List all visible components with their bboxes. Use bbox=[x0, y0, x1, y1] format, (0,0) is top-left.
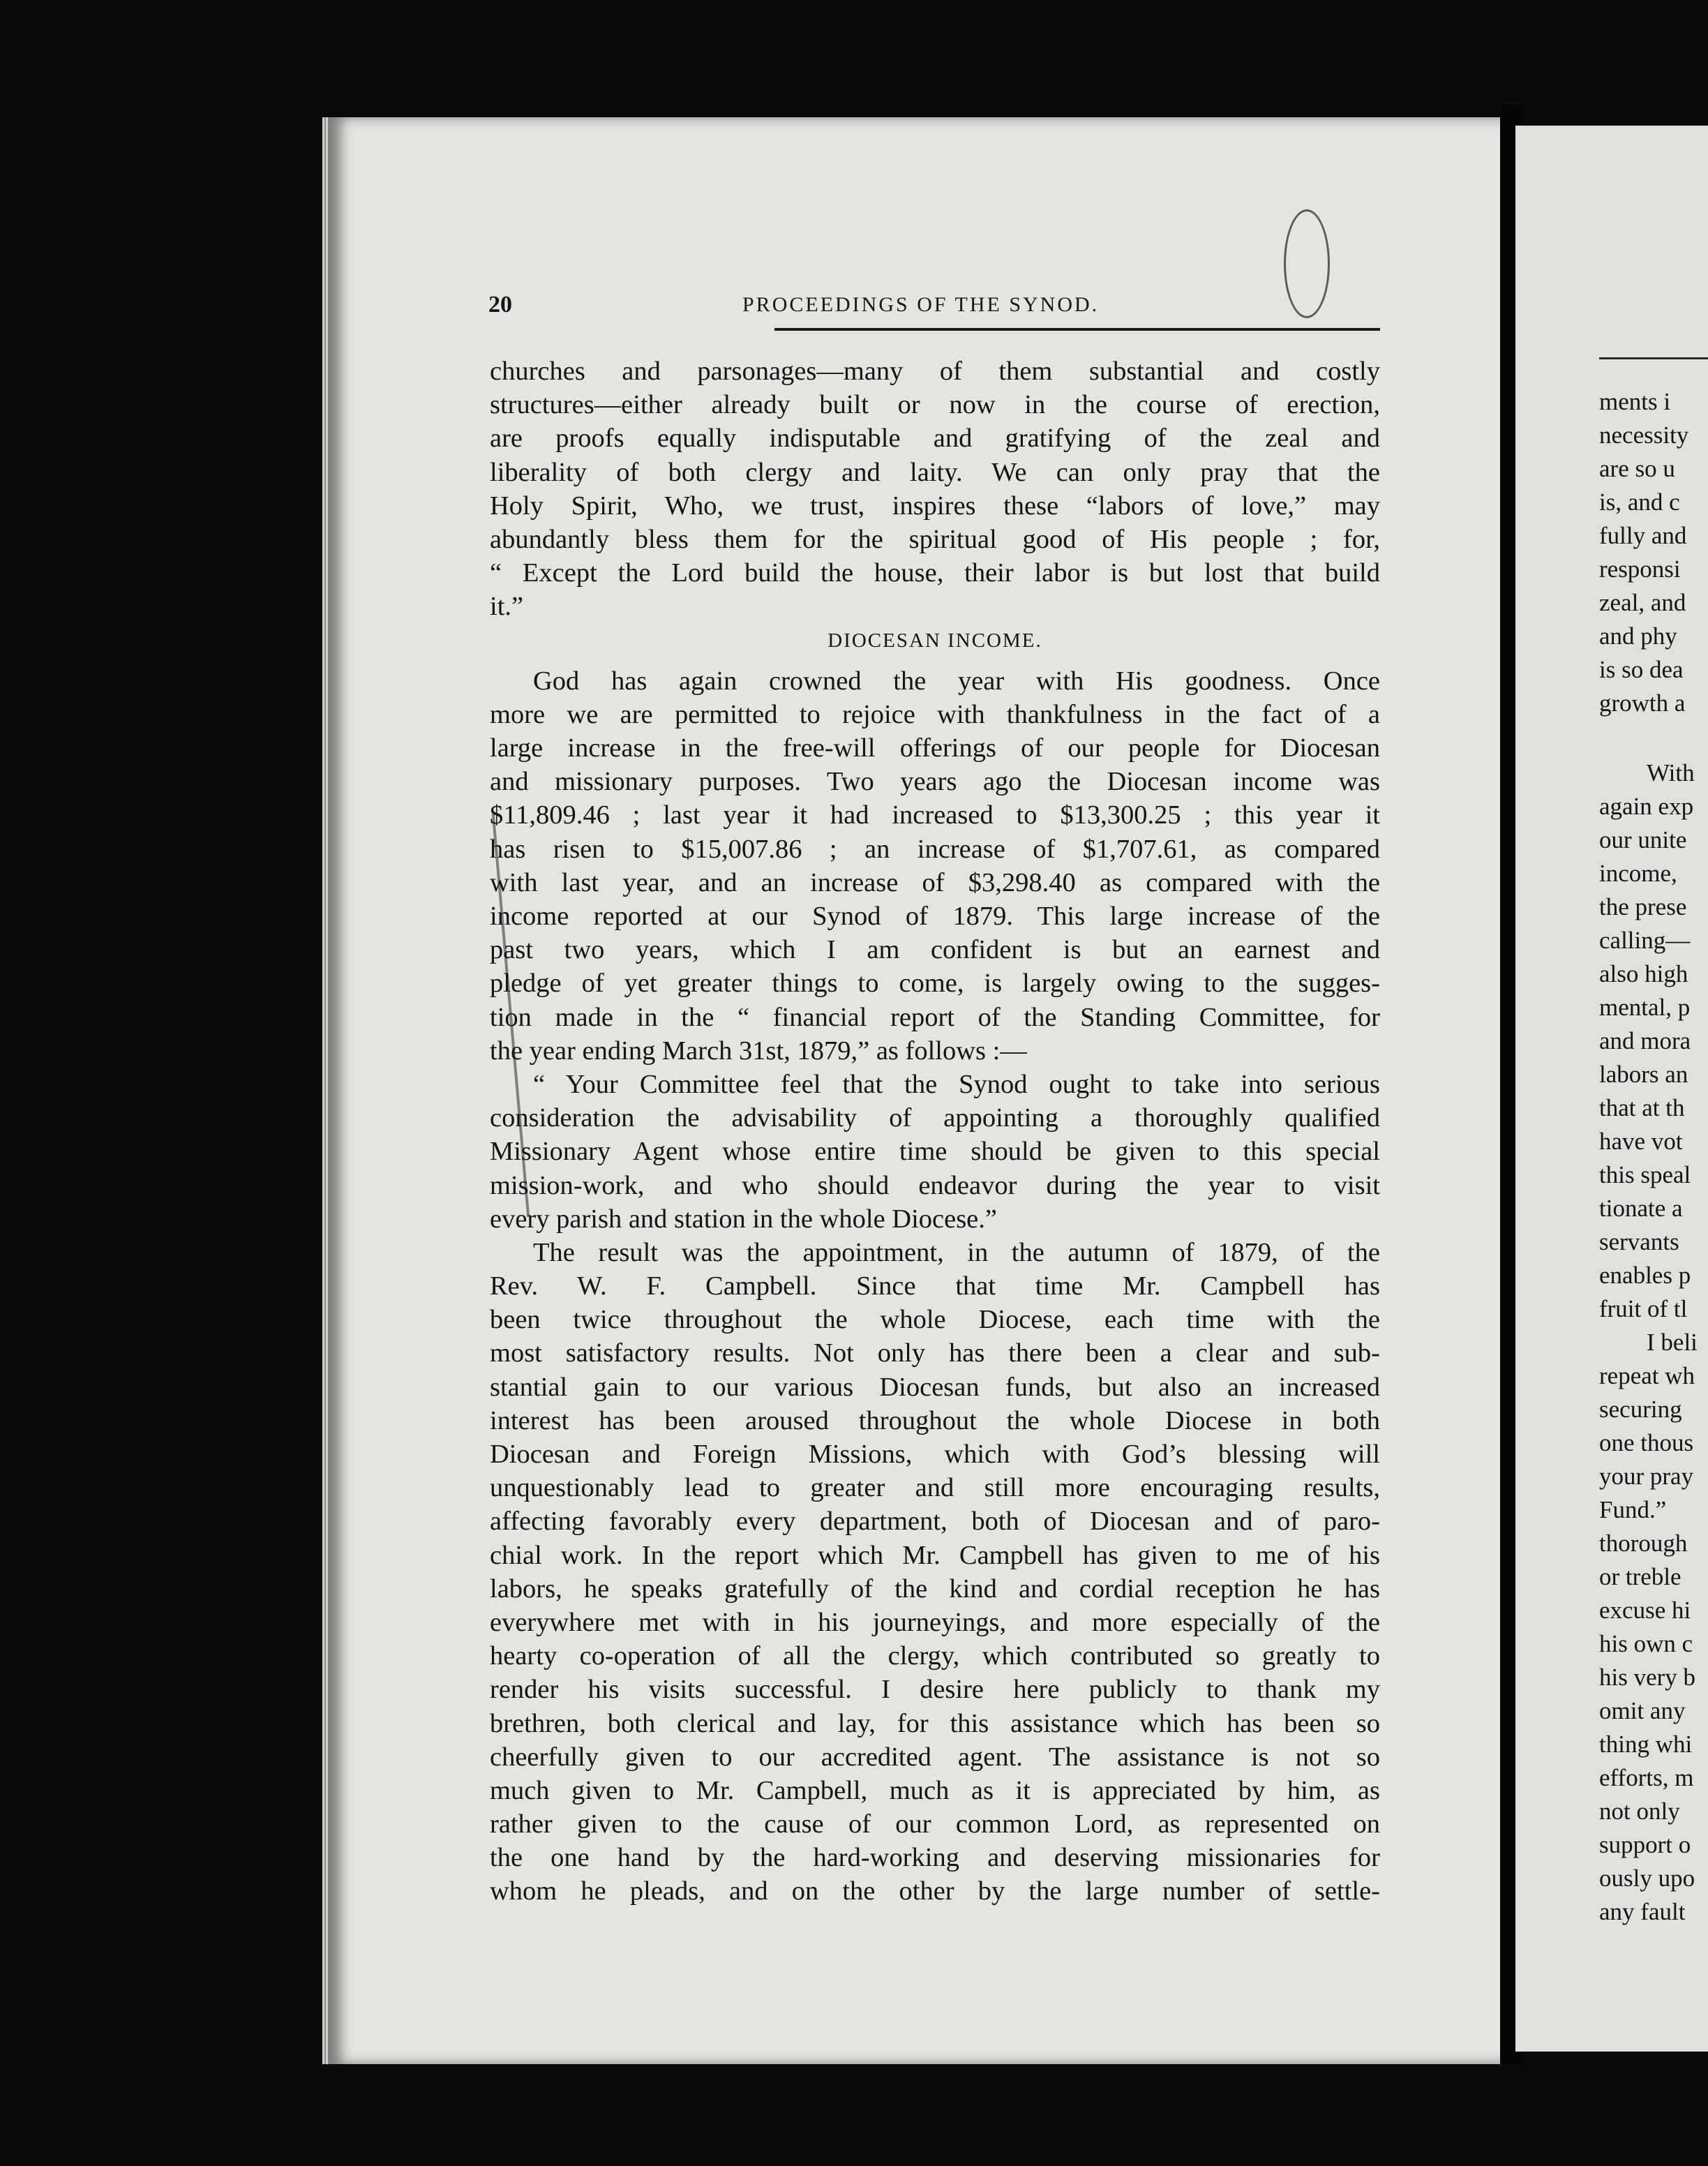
text-line: render his visits successful. I desire here publicly to thank my bbox=[490, 1675, 1380, 1705]
fragment-line: any fault bbox=[1599, 1898, 1686, 1925]
fragment-line: your pray bbox=[1599, 1463, 1694, 1490]
fragment-line: fully and bbox=[1599, 522, 1687, 549]
text-line: Holy Spirit, Who, we trust, inspires these “labors of love,” may bbox=[490, 491, 1380, 521]
quote-line: “ Your Committee feel that the Synod ought to take into serious bbox=[533, 1069, 1380, 1099]
fragment-line: labors an bbox=[1599, 1061, 1688, 1088]
fragment-line: I beli bbox=[1647, 1329, 1698, 1356]
text-line: tion made in the “ financial report of the Standing Committee, for bbox=[490, 1002, 1380, 1032]
fragment-line: this speal bbox=[1599, 1161, 1691, 1188]
fragment-line: are so u bbox=[1599, 455, 1675, 482]
text-line: has risen to $15,007.86 ; an increase of $1,707.61, as compared bbox=[490, 834, 1380, 864]
right-page-rule bbox=[1599, 357, 1708, 359]
text-line: Rev. W. F. Campbell. Since that time Mr. Campbell has bbox=[490, 1271, 1380, 1301]
fragment-line: With bbox=[1647, 759, 1695, 786]
fragment-line: have vot bbox=[1599, 1128, 1683, 1155]
fragment-line: excuse hi bbox=[1599, 1597, 1691, 1624]
text-line: The result was the appointment, in the autumn of 1879, of the bbox=[533, 1237, 1380, 1267]
text-line: more we are permitted to rejoice with thankfulness in the fact of a bbox=[490, 699, 1380, 729]
right-page-text-fragments bbox=[1599, 385, 1708, 1929]
quote-line: consideration the advisability of appointing a thoroughly qualified bbox=[490, 1103, 1380, 1133]
fragment-line: calling— bbox=[1599, 927, 1691, 954]
text-line: everywhere met with in his journeyings, and more especially of the bbox=[490, 1607, 1380, 1637]
text-line: Diocesan and Foreign Missions, which with God’s blessing will bbox=[490, 1440, 1380, 1469]
fragment-line: our unite bbox=[1599, 826, 1687, 853]
text-line: brethren, both clerical and lay, for this assistance which has been so bbox=[490, 1708, 1380, 1738]
fragment-line: mental, p bbox=[1599, 994, 1691, 1021]
header-rule bbox=[774, 328, 1380, 331]
page-body bbox=[490, 354, 1380, 1909]
fragment-line: servants bbox=[1599, 1228, 1679, 1255]
fragment-line: income, bbox=[1599, 860, 1677, 887]
text-line: the year ending March 31st, 1879,” as follows :— bbox=[490, 1036, 1027, 1066]
pencil-annotation-mark bbox=[1284, 209, 1330, 318]
text-line: churches and parsonages—many of them substantial and costly bbox=[490, 357, 1380, 386]
fragment-line: support o bbox=[1599, 1831, 1691, 1858]
fragment-line: thing whi bbox=[1599, 1731, 1693, 1758]
fragment-line: that at th bbox=[1599, 1094, 1685, 1121]
text-line: much given to Mr. Campbell, much as it is appreciated by him, as bbox=[490, 1775, 1380, 1805]
fragment-line: enables p bbox=[1599, 1262, 1691, 1289]
running-head-title: PROCEEDINGS OF THE SYNOD. bbox=[742, 293, 1100, 316]
fragment-line: repeat wh bbox=[1599, 1362, 1695, 1389]
fragment-line: necessity bbox=[1599, 421, 1689, 449]
fragment-line: responsi bbox=[1599, 555, 1681, 583]
text-line: the one hand by the hard-working and deserving missionaries for bbox=[490, 1843, 1380, 1873]
text-line: most satisfactory results. Not only has there been a clear and sub- bbox=[490, 1338, 1380, 1368]
fragment-line: the prese bbox=[1599, 893, 1687, 920]
text-line: abundantly bless them for the spiritual good of His people ; for, bbox=[490, 524, 1380, 554]
text-line: it.” bbox=[490, 592, 524, 622]
text-line: cheerfully given to our accredited agent. The assistance is not so bbox=[490, 1742, 1380, 1772]
text-line: “ Except the Lord build the house, their labor is but lost that build bbox=[490, 558, 1380, 588]
text-line: been twice throughout the whole Diocese, each time with the bbox=[490, 1305, 1380, 1335]
text-line: $11,809.46 ; last year it had increased to $13,300.25 ; this year it bbox=[490, 800, 1380, 830]
fragment-line: not only bbox=[1599, 1798, 1680, 1825]
text-line: labors, he speaks gratefully of the kind and cordial reception he has bbox=[490, 1574, 1380, 1604]
quote-line: every parish and station in the whole Diocese.” bbox=[490, 1204, 997, 1234]
fragment-line: one thous bbox=[1599, 1429, 1694, 1456]
fragment-line: or treble bbox=[1599, 1563, 1681, 1590]
text-line: past two years, which I am confident is but an earnest and bbox=[490, 935, 1380, 965]
section-heading: DIOCESAN INCOME. bbox=[827, 629, 1042, 652]
fragment-line: growth a bbox=[1599, 689, 1686, 717]
fragment-line: is so dea bbox=[1599, 656, 1684, 683]
text-line: and missionary purposes. Two years ago the Diocesan income was bbox=[490, 767, 1380, 797]
text-line: are proofs equally indisputable and gratifying of the zeal and bbox=[490, 424, 1380, 454]
text-line: rather given to the cause of our common Lord, as represented on bbox=[490, 1809, 1380, 1839]
fragment-line: omit any bbox=[1599, 1697, 1686, 1724]
text-line: affecting favorably every department, both of Diocesan and of paro- bbox=[490, 1507, 1380, 1537]
text-line: liberality of both clergy and laity. We can only pray that the bbox=[490, 457, 1380, 487]
scan-border bbox=[0, 2064, 1708, 2166]
text-line: with last year, and an increase of $3,298.40 as compared with the bbox=[490, 867, 1380, 897]
fragment-line: fruit of tl bbox=[1599, 1295, 1688, 1322]
fragment-line: ously upo bbox=[1599, 1865, 1695, 1892]
fragment-line: and phy bbox=[1599, 622, 1677, 650]
fragment-line: and mora bbox=[1599, 1027, 1691, 1054]
text-line: interest has been aroused throughout the whole Diocese in both bbox=[490, 1405, 1380, 1435]
fragment-line: Fund.” bbox=[1599, 1496, 1667, 1523]
fragment-line: also high bbox=[1599, 960, 1688, 987]
quote-line: Missionary Agent whose entire time should be given to this special bbox=[490, 1137, 1380, 1167]
fragment-line: ments i bbox=[1599, 388, 1671, 415]
fragment-line: again exp bbox=[1599, 793, 1694, 820]
text-line: God has again crowned the year with His goodness. Once bbox=[533, 666, 1380, 696]
fragment-line: is, and c bbox=[1599, 488, 1680, 516]
quote-line: mission-work, and who should endeavor during the year to visit bbox=[490, 1170, 1380, 1200]
fragment-line: his very b bbox=[1599, 1664, 1696, 1691]
text-line: large increase in the free-will offerings of our people for Diocesan bbox=[490, 733, 1380, 763]
text-line: pledge of yet greater things to come, is largely owing to the sugges- bbox=[490, 969, 1380, 999]
page-number: 20 bbox=[488, 292, 512, 318]
text-line: stantial gain to our various Diocesan funds, but also an increased bbox=[490, 1372, 1380, 1402]
fragment-line: tionate a bbox=[1599, 1195, 1683, 1222]
text-line: hearty co-operation of all the clergy, which contributed so greatly to bbox=[490, 1641, 1380, 1671]
text-line: whom he pleads, and on the other by the large number of settle- bbox=[490, 1876, 1380, 1906]
text-line: income reported at our Synod of 1879. This large increase of the bbox=[490, 902, 1380, 931]
text-line: unquestionably lead to greater and still more encouraging results, bbox=[490, 1473, 1380, 1503]
fragment-line: securing bbox=[1599, 1396, 1682, 1423]
fragment-line: thorough bbox=[1599, 1530, 1688, 1557]
fragment-line: zeal, and bbox=[1599, 589, 1686, 616]
text-line: chial work. In the report which Mr. Campbell has given to me of his bbox=[490, 1540, 1380, 1570]
fragment-line: his own c bbox=[1599, 1630, 1693, 1657]
text-line: structures—either already built or now in the course of erection, bbox=[490, 390, 1380, 420]
fragment-line: efforts, m bbox=[1599, 1764, 1694, 1791]
